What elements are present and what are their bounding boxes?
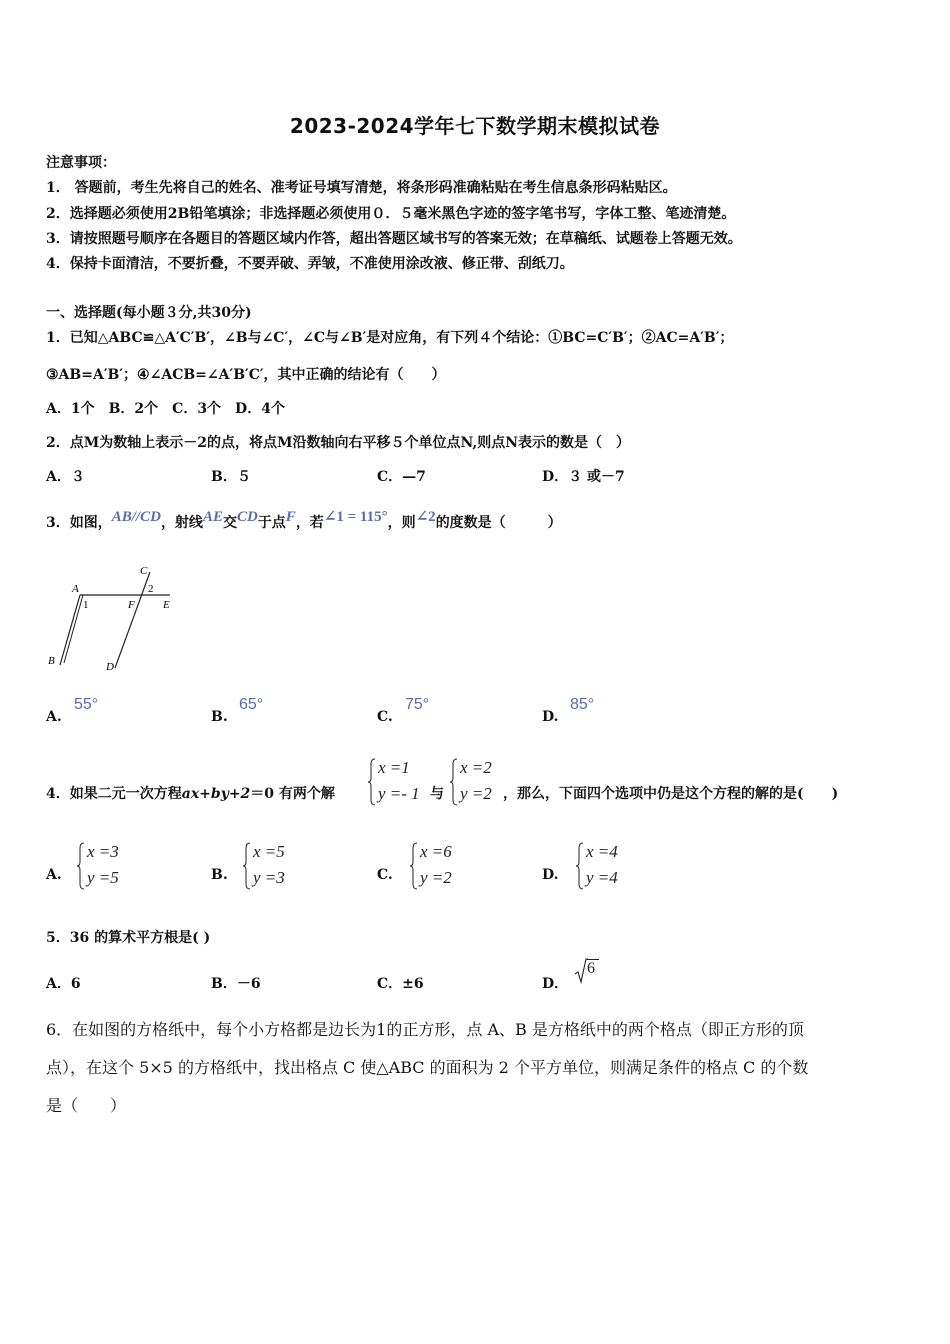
- q4-text-1-span: 4．如果二元一次方程: [46, 786, 182, 802]
- q3-option-c-value: 75°: [405, 696, 430, 713]
- q4-option-d-label: D.: [542, 867, 559, 883]
- q2-option-d: D．３ 或－7: [542, 469, 625, 485]
- q4-solution-1-x: x =1: [378, 758, 410, 777]
- q5-option-d-radicand: 6: [587, 960, 595, 977]
- q2-option-a: A．３: [46, 469, 85, 485]
- q4-option-a-label: A.: [46, 867, 62, 883]
- brace-icon: [410, 842, 418, 890]
- q4-option-b: [243, 842, 303, 892]
- q5-option-c: C．±6: [377, 976, 424, 992]
- label-angle-2: 2: [148, 583, 154, 595]
- q2-option-c: C．—7: [377, 469, 426, 485]
- q1-options: A．1个 B．2个 C．3个 D．4个: [46, 401, 285, 417]
- label-angle-1: 1: [83, 599, 89, 611]
- q4-option-d: [576, 842, 636, 892]
- notice-item-2: 2．选择题必须使用2B铅笔填涂；非选择题必须使用０．５毫米黑色字迹的签字笔书写，字体工整、笔迹清楚。: [46, 206, 736, 222]
- q4-option-b-y: y =3: [253, 868, 285, 887]
- q3-stem: [46, 509, 562, 532]
- line-cd: [115, 572, 150, 668]
- q3-text-5: ，若: [295, 515, 324, 531]
- q4-option-c-y: y =2: [420, 868, 452, 887]
- q4-equation: ax+by+2: [181, 786, 251, 802]
- q3-figure: [40, 560, 190, 680]
- q6-line2: 点），在这个 5×5 的方格纸中，找出格点 C 使△ABC 的面积为 2 个平方单位，则满足条件的格点 C 的个数: [46, 1058, 809, 1077]
- q4-text-3: 与: [430, 786, 444, 802]
- q3-math-ray: AE: [202, 509, 223, 525]
- label-b: B: [48, 655, 55, 667]
- q3-math-line: CD: [236, 509, 258, 525]
- q3-math-angle2: ∠2: [415, 509, 436, 525]
- q3-option-d-label: D.: [542, 709, 559, 725]
- q2-option-b: B．５: [211, 469, 251, 485]
- label-e: E: [163, 599, 170, 611]
- q3-math-angle1: ∠1 = 115°: [323, 509, 388, 525]
- q4-solution-2-y: y =2: [460, 784, 492, 803]
- q4-solution-2-x: x =2: [460, 758, 492, 777]
- q4-option-d-x: x =4: [586, 842, 618, 861]
- q4-option-b-x: x =5: [253, 842, 285, 861]
- q6-line3: 是（ ）: [46, 1096, 127, 1115]
- q3-option-c-label: C.: [377, 709, 393, 725]
- section-heading: 一、选择题(每小题３分,共30分): [46, 305, 252, 321]
- q3-option-b-value: 65°: [239, 696, 264, 713]
- label-c: C: [140, 565, 148, 577]
- notice-item-1: 1． 答题前，考生先将自己的姓名、准考证号填写清楚，将条形码准确粘贴在考生信息条形码粘贴区。: [46, 180, 677, 196]
- brace-icon: [576, 842, 584, 890]
- q4-option-d-y: y =4: [586, 868, 618, 887]
- label-f: F: [128, 599, 135, 611]
- label-a: A: [72, 583, 79, 595]
- line-ab: [60, 595, 80, 665]
- q4-solution-1-y: y =- 1: [378, 784, 420, 803]
- brace-icon: [450, 758, 458, 806]
- notice-item-4: 4．保持卡面清洁，不要折叠，不要弄破、弄皱，不准使用涂改液、修正带、刮纸刀。: [46, 256, 574, 272]
- q3-option-a-label: A.: [46, 709, 62, 725]
- q3-option-a-value: 55°: [74, 696, 99, 713]
- q3-option-b-label: B.: [211, 709, 228, 725]
- notice-item-3: 3．请按照题号顺序在各题目的答题区域内作答，超出答题区域书写的答案无效；在草稿纸、试题卷上答题无效。: [46, 231, 742, 247]
- q4-option-c-x: x =6: [420, 842, 452, 861]
- q4-option-c: [410, 842, 470, 892]
- q4-option-b-label: B.: [211, 867, 228, 883]
- sqrt-icon: [574, 958, 588, 984]
- q4-text-1: [46, 783, 335, 803]
- q4-option-a: [77, 842, 137, 892]
- brace-icon: [77, 842, 85, 890]
- q5-option-b: B．－6: [211, 976, 261, 992]
- line-ab-double: [64, 595, 83, 663]
- q3-math-point: F: [285, 509, 296, 525]
- q3-text-3: 交: [222, 515, 237, 531]
- q1-line2: ③AB=A′B′；④∠ACB=∠A′B′C′，其中正确的结论有（ ）: [46, 367, 446, 383]
- q3-text-4: 于点: [257, 515, 286, 531]
- q3-math-parallel: AB//CD: [111, 509, 161, 525]
- q4-option-a-x: x =3: [87, 842, 119, 861]
- q5-option-d-label: D．: [542, 976, 569, 992]
- q5-stem: 5．36 的算术平方根是( ): [46, 930, 211, 946]
- page-title: 2023-2024学年七下数学期末模拟试卷: [289, 114, 661, 138]
- q5-option-a: A．6: [46, 976, 81, 992]
- q1-line1: 1．已知△ABC≌△A′C′B′，∠B与∠C′，∠C与∠B′是对应角，有下列４个结论：①BC=C′B′；②AC=A′B′；: [46, 330, 734, 346]
- q3-text-7: 的度数是（ ）: [435, 515, 562, 531]
- q4-solution-1: [368, 758, 428, 808]
- brace-icon: [368, 758, 376, 806]
- q3-text-1: 3．如图，: [46, 515, 112, 531]
- q4-text-4: ，那么，下面四个选项中仍是这个方程的解的是( ): [503, 786, 839, 802]
- q4-option-a-y: y =5: [87, 868, 119, 887]
- q2-stem: 2．点M为数轴上表示－2的点，将点M沿数轴向右平移５个单位点N,则点N表示的数是（ ）: [46, 435, 631, 451]
- q3-text-6: ，则: [387, 515, 416, 531]
- q4-solution-2: [450, 758, 510, 808]
- q4-text-2: ＝0 有两个解: [250, 786, 335, 802]
- q6-line1: 6．在如图的方格纸中，每个小方格都是边长为1的正方形，点 A、B 是方格纸中的两个格点（即正方形的顶: [46, 1020, 804, 1039]
- q3-text-2: ，射线: [160, 515, 203, 531]
- brace-icon: [243, 842, 251, 890]
- q4-option-c-label: C.: [377, 867, 393, 883]
- label-d: D: [106, 661, 114, 673]
- q3-option-d-value: 85°: [570, 696, 595, 713]
- notice-heading: 注意事项：: [46, 155, 116, 171]
